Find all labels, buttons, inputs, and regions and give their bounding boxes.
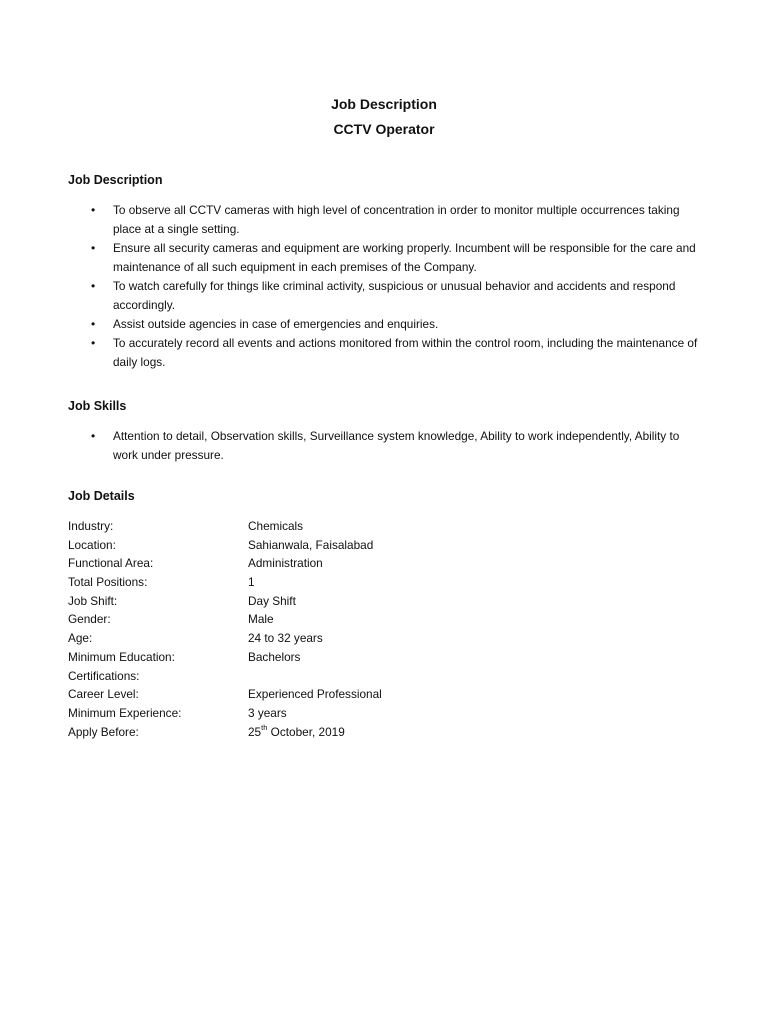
detail-row-age: [68, 629, 382, 648]
detail-label: Job Shift:: [68, 593, 118, 608]
list-item: • Assist outside agencies in case of emergencies and enquiries.: [113, 315, 703, 334]
date-ordinal-suffix: th: [261, 722, 268, 732]
detail-label: Career Level:: [68, 687, 139, 702]
detail-value: 1: [248, 575, 255, 590]
detail-label: Minimum Experience:: [68, 705, 182, 720]
detail-row-location: [68, 536, 382, 555]
detail-value: Chemicals: [248, 519, 304, 533]
document-subtitle: CCTV Operator: [333, 121, 435, 137]
detail-label: Apply Before:: [68, 724, 139, 739]
detail-label: Age:: [68, 631, 93, 646]
detail-value: Bachelors: [248, 649, 301, 664]
date-rest: October, 2019: [267, 724, 345, 739]
list-item: • To observe all CCTV cameras with high level of concentration in order to monitor multiple occurrences taking place at a single setting.: [113, 201, 703, 239]
detail-value: Administration: [248, 556, 323, 571]
detail-row-minimum-education: [68, 648, 382, 667]
detail-row-total-positions: [68, 573, 382, 592]
detail-label: Industry:: [68, 519, 114, 533]
detail-value: 24 to 32 years: [248, 631, 323, 646]
detail-row-job-shift: [68, 592, 382, 611]
detail-row-gender: [68, 610, 382, 629]
detail-value-apply-before: [248, 723, 345, 742]
detail-row-certifications: [68, 667, 382, 686]
detail-row-apply-before: [68, 723, 382, 742]
detail-label: Functional Area:: [68, 556, 154, 571]
detail-label: Gender:: [68, 612, 111, 627]
section-heading-job-skills: Job Skills: [68, 399, 127, 413]
list-item: • Attention to detail, Observation skills, Surveillance system knowledge, Ability to work independently, Ability to work under pressure.: [113, 427, 703, 465]
detail-row-career-level: [68, 685, 382, 704]
detail-value: Male: [248, 612, 274, 627]
document-title: Job Description: [331, 96, 437, 112]
detail-row-industry: [68, 517, 382, 536]
detail-row-minimum-experience: [68, 704, 382, 723]
date-day: 25: [248, 724, 262, 739]
job-description-list: [113, 201, 703, 372]
detail-label: Total Positions:: [68, 575, 148, 590]
job-skills-list: [113, 427, 703, 465]
section-heading-job-details: Job Details: [68, 489, 135, 503]
list-item: • To watch carefully for things like criminal activity, suspicious or unusual behavior and accidents and respond accordingly.: [113, 277, 703, 315]
detail-value: Sahianwala, Faisalabad: [248, 537, 374, 552]
detail-label: Minimum Education:: [68, 649, 175, 664]
detail-value: 3 years: [248, 705, 287, 720]
detail-label: Certifications:: [68, 668, 140, 683]
detail-label: Location:: [68, 537, 116, 552]
job-details-table: [68, 517, 382, 741]
detail-value: Experienced Professional: [248, 687, 382, 702]
list-item: • Ensure all security cameras and equipment are working properly. Incumbent will be responsible for the care and maintenance of all such equipment in each premises of the Company.: [113, 239, 703, 277]
section-heading-job-description: Job Description: [68, 173, 163, 187]
list-item: • To accurately record all events and actions monitored from within the control room, including the maintenance of daily logs.: [113, 334, 703, 372]
detail-value: Day Shift: [248, 593, 296, 608]
detail-row-functional-area: [68, 554, 382, 573]
